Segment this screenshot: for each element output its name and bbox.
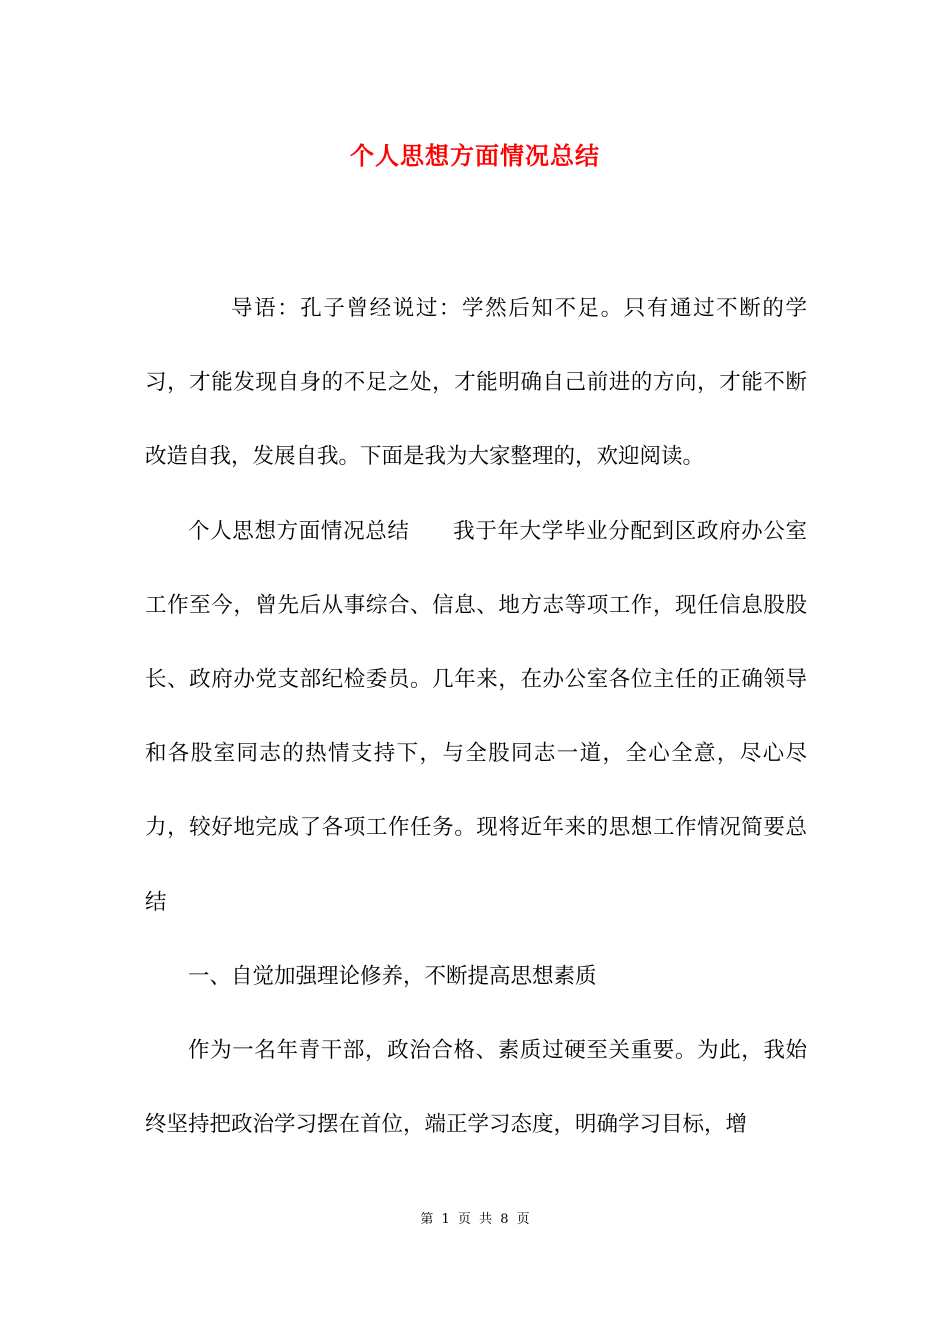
intro-paragraph: 导语：孔子曾经说过：学然后知不足。只有通过不断的学习，才能发现自身的不足之处，才能明确自己前进的方向，才能不断改造自我，发展自我。下面是我为大家整理的，欢迎阅读。 xyxy=(145,296,807,470)
section-heading-1: 一、自觉加强理论修养，不断提高思想素质 xyxy=(188,963,597,989)
document-title: 个人思想方面情况总结 xyxy=(350,141,600,170)
section-1-paragraph: 作为一名年青干部，政治合格、素质过硬至关重要。为此，我始终坚持把政治学习摆在首位，端正学习态度，明确学习目标，增 xyxy=(145,1038,807,1138)
summary-paragraph xyxy=(145,495,807,940)
summary-heading: 个人思想方面情况总结 xyxy=(188,518,410,544)
summary-body: 我于年大学毕业分配到区政府办公室工作至今，曾先后从事综合、信息、地方志等项工作，现任信息股股长、政府办党支部纪检委员。几年来，在办公室各位主任的正确领导和各股室同志的热情支持下，与全股同志一道，全心全意，尽心尽力，较好地完成了各项工作任务。现将近年来的思想工作情况简要总结 xyxy=(145,518,807,915)
document-body xyxy=(145,272,807,1162)
page-number-footer: 第 1 页 共 8 页 xyxy=(420,1212,530,1227)
